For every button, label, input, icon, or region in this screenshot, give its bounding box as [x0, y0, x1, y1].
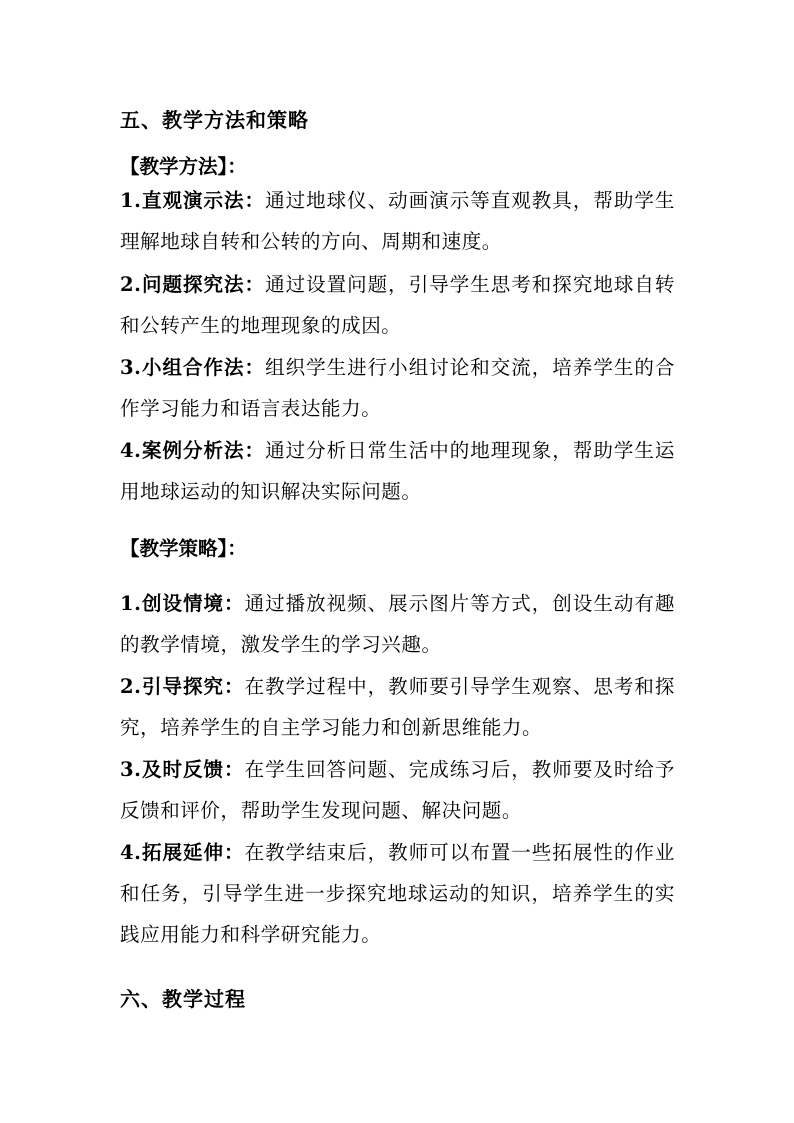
strategy-item-4-text: 在教学结束后，教师可以布置一些拓展性的作业和任务，引导学生进一步探究地球运动的知识，培养学生的实践应用能力和科学研究能力。 [120, 841, 675, 946]
method-item-3 [120, 347, 675, 429]
method-item-2-lead: 2.问题探究法： [120, 273, 266, 296]
strategy-item-3-text: 在学生回答问题、完成练习后，教师要及时给予反馈和评价，帮助学生发现问题、解决问题。 [120, 758, 675, 822]
method-item-2 [120, 264, 675, 346]
method-item-4-lead: 4.案例分析法： [120, 439, 266, 462]
section-5-title: 五、教学方法和策略 [120, 108, 309, 132]
strategy-item-3 [120, 749, 675, 831]
strategy-item-4-lead: 4.拓展延伸： [120, 841, 245, 864]
method-item-3-text: 组织学生进行小组讨论和交流，培养学生的合作学习能力和语言表达能力。 [120, 356, 675, 420]
method-item-4 [120, 430, 675, 512]
method-item-1 [120, 180, 675, 262]
strategy-item-2-lead: 2.引导探究： [120, 675, 245, 698]
method-item-3-lead: 3.小组合作法： [120, 356, 266, 379]
method-item-4-text: 通过分析日常生活中的地理现象，帮助学生运用地球运动的知识解决实际问题。 [120, 439, 675, 503]
teaching-methods-heading: 【教学方法】： [120, 155, 247, 178]
strategy-item-2-text: 在教学过程中，教师要引导学生观察、思考和探究，培养学生的自主学习能力和创新思维能力。 [120, 675, 675, 739]
strategy-item-4 [120, 832, 675, 955]
strategy-item-1-lead: 1.创设情境： [120, 592, 245, 615]
teaching-strategies-heading: 【教学策略】： [120, 537, 247, 560]
method-item-2-text: 通过设置问题，引导学生思考和探究地球自转和公转产生的地理现象的成因。 [120, 273, 675, 337]
section-6-title: 六、教学过程 [120, 987, 246, 1011]
strategy-item-3-lead: 3.及时反馈： [120, 758, 245, 781]
strategy-item-1-text: 通过播放视频、展示图片等方式，创设生动有趣的教学情境，激发学生的学习兴趣。 [120, 592, 675, 656]
strategy-item-1 [120, 583, 675, 665]
strategy-item-2 [120, 666, 675, 748]
method-item-1-text: 通过地球仪、动画演示等直观教具，帮助学生理解地球自转和公转的方向、周期和速度。 [120, 189, 675, 253]
method-item-1-lead: 1.直观演示法： [120, 189, 266, 212]
